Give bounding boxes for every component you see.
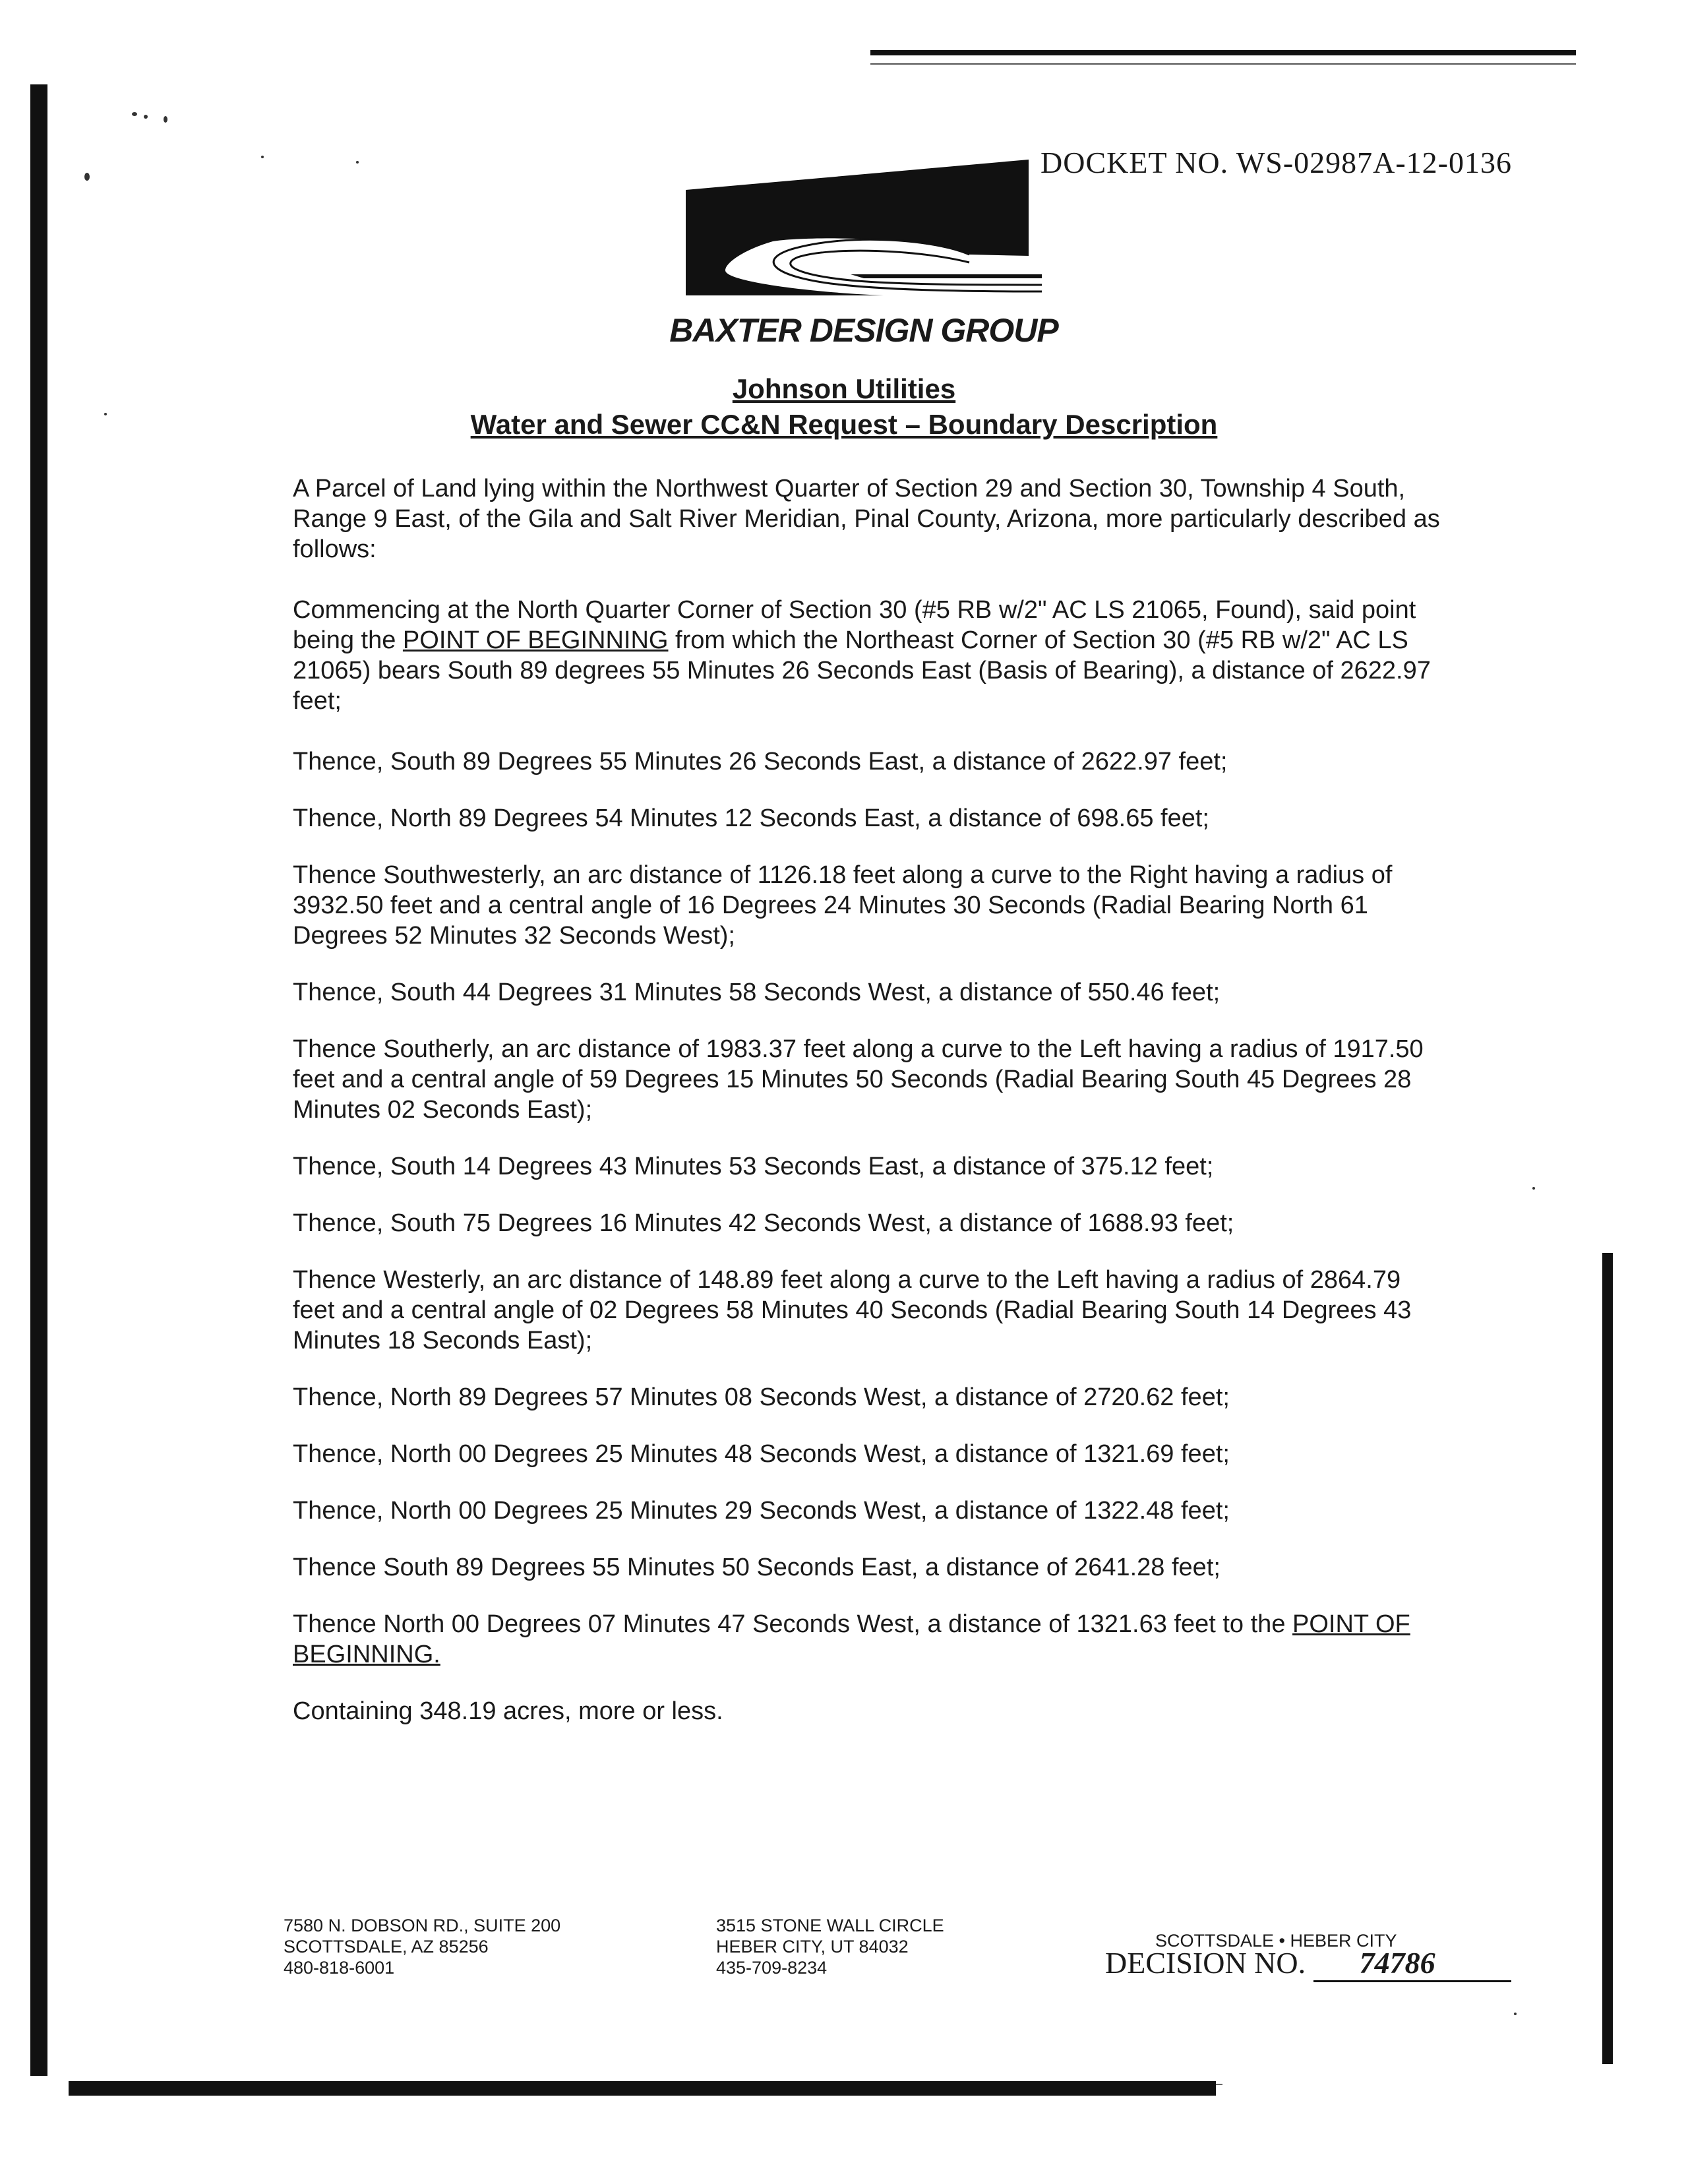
right-border-bar <box>1602 1253 1613 2064</box>
commencing-text-a: Commencing at the North Quarter Corner of Section 30 (#5 RB w/2" AC LS 21065, Found), said point being the <box>293 596 1416 654</box>
course-paragraph: Thence, South 14 Degrees 43 Minutes 53 Seconds East, a distance of 375.12 feet; <box>293 1153 1214 1180</box>
decision-number-stamp <box>1105 1945 1511 1982</box>
decision-label: DECISION NO. <box>1105 1946 1306 1980</box>
office-address-scottsdale: 7580 N. DOBSON RD., SUITE 200 SCOTTSDALE, AZ 85256 480-818-6001 <box>284 1916 561 1978</box>
course-paragraph: Thence, North 00 Degrees 25 Minutes 48 Seconds West, a distance of 1321.69 feet; <box>293 1440 1230 1468</box>
decision-number: 74786 <box>1313 1945 1511 1982</box>
scan-speck <box>84 173 90 181</box>
course-paragraph: Thence Southwesterly, an arc distance of 1126.18 feet along a curve to the Right having a radius of 3932.50 feet and a central angle of 16 Degrees 24 Minutes 30 Seconds (Radial Bearing North 61 Degrees 52 Minutes 32 Seconds West); <box>293 861 1393 950</box>
scan-speck <box>1532 1187 1535 1190</box>
title-client <box>369 373 1319 405</box>
final-course-text: Thence North 00 Degrees 07 Minutes 47 Seconds West, a distance of 1321.63 feet to the <box>293 1610 1293 1638</box>
course-paragraph: Thence Westerly, an arc distance of 148.89 feet along a curve to the Left having a radius of 2864.79 feet and a central angle of 02 Degrees 58 Minutes 40 Seconds (Radial Bearing South 14 Degrees 43 Minutes 18 Seconds East); <box>293 1266 1412 1354</box>
course-paragraph: Thence, South 75 Degrees 16 Minutes 42 Seconds West, a distance of 1688.93 feet; <box>293 1209 1234 1237</box>
final-course-paragraph <box>293 1609 1440 1670</box>
docket-number: DOCKET NO. WS-02987A-12-0136 <box>1040 146 1512 179</box>
company-name: BAXTER DESIGN GROUP <box>669 312 1058 349</box>
final-point-of-beginning: POINT OF BEGINNING. <box>293 1610 1410 1668</box>
title-client-text: Johnson Utilities <box>732 373 956 404</box>
commencing-paragraph <box>293 595 1440 716</box>
course-paragraph: Thence, North 89 Degrees 57 Minutes 08 Seconds West, a distance of 2720.62 feet; <box>293 1383 1230 1411</box>
point-of-beginning: POINT OF BEGINNING <box>402 626 669 654</box>
title-request-text: Water and Sewer CC&N Request – Boundary Description <box>470 409 1218 440</box>
scan-speck <box>104 413 107 415</box>
course-paragraph: Thence, South 89 Degrees 55 Minutes 26 Seconds East, a distance of 2622.97 feet; <box>293 748 1228 775</box>
title-request <box>369 409 1319 440</box>
course-paragraph: Thence Southerly, an arc distance of 1983.37 feet along a curve to the Left having a radius of 1917.50 feet and a central angle of 59 Degrees 15 Minutes 50 Seconds (Radial Bearing South 45 Degrees 28 Minutes 02 Seconds East); <box>293 1035 1424 1124</box>
baxter-logo-icon <box>686 157 1042 295</box>
left-border-bar <box>30 84 47 2076</box>
scan-speck <box>356 161 359 164</box>
top-border-line <box>870 50 1576 55</box>
acreage-statement: Containing 348.19 acres, more or less. <box>293 1697 723 1725</box>
intro-paragraph: A Parcel of Land lying within the Northwest Quarter of Section 29 and Section 30, Township 4 South, Range 9 East, of the Gila and Salt River Meridian, Pinal County, Arizona, more particularly described as follows: <box>293 475 1440 563</box>
scan-speck <box>164 116 167 123</box>
bottom-border-bar <box>69 2081 1216 2096</box>
course-paragraph: Thence, South 44 Degrees 31 Minutes 58 Seconds West, a distance of 550.46 feet; <box>293 979 1221 1006</box>
boundary-description <box>293 473 1440 1757</box>
scan-speck <box>132 112 137 116</box>
top-border-thin <box>870 63 1576 65</box>
office-cities: SCOTTSDALE • HEBER CITY <box>1155 1931 1397 1951</box>
commencing-text-b: from which the Northeast Corner of Section 30 (#5 RB w/2" AC LS 21065) bears South 89 degrees 55 Minutes 26 Seconds East (Basis of Bearing), a distance of 2622.97 feet; <box>293 626 1431 715</box>
course-paragraph: Thence, North 00 Degrees 25 Minutes 29 Seconds West, a distance of 1322.48 feet; <box>293 1497 1230 1525</box>
course-paragraph: Thence South 89 Degrees 55 Minutes 50 Seconds East, a distance of 2641.28 feet; <box>293 1554 1221 1581</box>
bottom-border-thin <box>1216 2084 1222 2085</box>
scan-speck <box>261 156 264 158</box>
office-address-heber-city: 3515 STONE WALL CIRCLE HEBER CITY, UT 84032 435-709-8234 <box>716 1916 944 1978</box>
scan-speck <box>144 115 148 119</box>
scan-speck <box>1514 2013 1517 2015</box>
course-paragraph: Thence, North 89 Degrees 54 Minutes 12 Seconds East, a distance of 698.65 feet; <box>293 804 1209 832</box>
